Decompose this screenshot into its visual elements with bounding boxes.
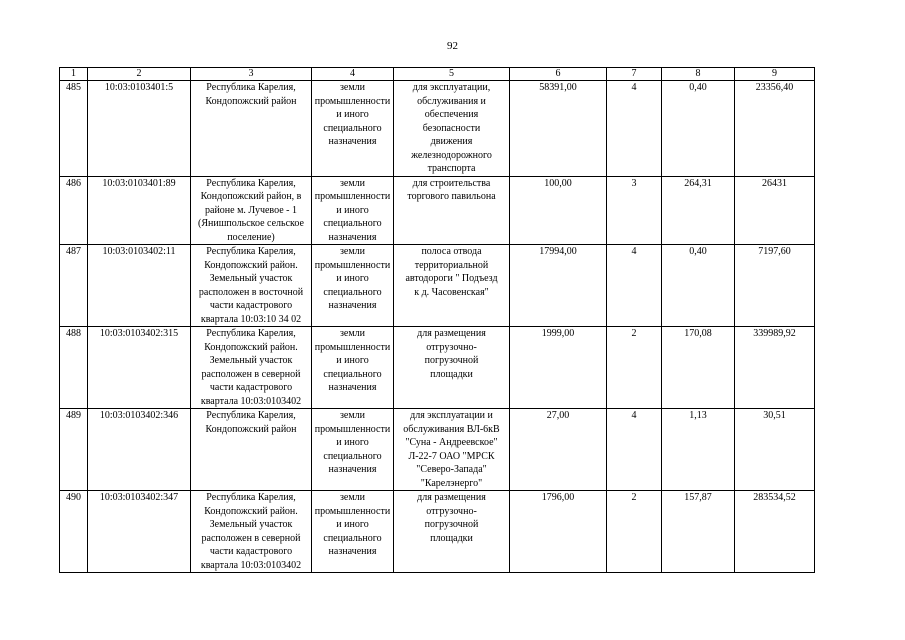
address-cell-line: Кондопожский район. <box>204 259 298 271</box>
address-cell-line: квартала 10:03:0103402 <box>200 559 302 571</box>
permitted-use-cell-line: "Северо-Запада" <box>416 464 487 475</box>
land-category-cell-line: земли <box>339 82 366 93</box>
column-header: 9 <box>735 68 815 81</box>
column-header: 6 <box>510 68 607 81</box>
group-cell: 2 <box>607 327 662 409</box>
cadastral-value-cell: 283534,52 <box>735 491 815 573</box>
rate-cell: 1,13 <box>662 409 735 491</box>
group-cell: 4 <box>607 245 662 327</box>
column-header: 2 <box>88 68 191 81</box>
permitted-use-cell-line: торгового павильона <box>407 191 496 202</box>
permitted-use-cell-line: для эксплуатации и <box>410 410 493 421</box>
permitted-use-cell-line: площадки <box>430 532 473 544</box>
cadastral-number-cell: 10:03:0103401:89 <box>88 176 191 245</box>
land-category-cell-line: земли <box>339 246 366 257</box>
land-category-cell-line: промышленности <box>314 505 391 517</box>
land-category-cell <box>312 245 394 327</box>
column-header: 7 <box>607 68 662 81</box>
row-number-cell: 488 <box>60 327 88 409</box>
table-row <box>60 327 815 409</box>
address-cell-line: Земельный участок <box>209 273 293 284</box>
land-category-cell-line: назначения <box>328 546 377 557</box>
cadastral-number-cell: 10:03:0103402:346 <box>88 409 191 491</box>
land-category-cell-line: земли <box>339 492 366 503</box>
permitted-use-cell <box>394 491 510 573</box>
land-category-cell-line: назначения <box>328 464 377 475</box>
page-number: 92 <box>447 40 458 52</box>
cadastral-value-cell: 23356,40 <box>735 81 815 177</box>
permitted-use-cell-line: для строительства <box>412 177 491 189</box>
cadastral-number-cell: 10:03:0103401:5 <box>88 81 191 177</box>
address-cell-line: Кондопожский район, в <box>200 191 302 202</box>
land-category-cell-line: специального <box>323 122 382 134</box>
land-category-cell <box>312 327 394 409</box>
address-cell <box>191 81 312 177</box>
permitted-use-cell-line: погрузочной <box>424 355 479 366</box>
table-header-row <box>60 68 815 81</box>
table-row <box>60 491 815 573</box>
land-category-cell <box>312 409 394 491</box>
cadastral-number-cell: 10:03:0103402:347 <box>88 491 191 573</box>
group-cell: 2 <box>607 491 662 573</box>
address-cell-line: Республика Карелия, <box>206 82 296 93</box>
row-number-cell: 489 <box>60 409 88 491</box>
address-cell-line: Кондопожский район. <box>204 341 298 353</box>
permitted-use-cell-line: автодороги " Подъезд <box>405 273 498 284</box>
land-category-cell-line: и иного <box>336 437 369 448</box>
table-row <box>60 176 815 245</box>
address-cell-line: Республика Карелия, <box>206 177 296 189</box>
land-category-cell-line: и иного <box>336 204 369 216</box>
address-cell-line: части кадастрового <box>209 546 293 557</box>
rate-cell: 170,08 <box>662 327 735 409</box>
column-header: 1 <box>60 68 88 81</box>
table-row <box>60 245 815 327</box>
address-cell-line: Кондопожский район <box>205 95 297 107</box>
permitted-use-cell-line: территориальной <box>414 259 489 271</box>
permitted-use-cell-line: отгрузочно- <box>426 341 477 353</box>
permitted-use-cell-line: транспорта <box>427 163 476 174</box>
address-cell-line: расположен в восточной <box>198 286 304 298</box>
land-category-cell-line: земли <box>339 177 366 189</box>
group-cell: 4 <box>607 409 662 491</box>
land-category-cell-line: и иного <box>336 109 369 120</box>
column-header: 8 <box>662 68 735 81</box>
address-cell <box>191 491 312 573</box>
permitted-use-cell-line: для эксплуатации, <box>412 82 491 93</box>
rate-cell: 0,40 <box>662 245 735 327</box>
land-category-cell-line: промышленности <box>314 259 391 271</box>
land-category-cell-line: специального <box>323 286 382 298</box>
land-category-cell-line: промышленности <box>314 95 391 107</box>
land-category-cell-line: земли <box>339 328 366 339</box>
cadastral-number-cell: 10:03:0103402:315 <box>88 327 191 409</box>
rate-cell: 0,40 <box>662 81 735 177</box>
land-category-cell-line: назначения <box>328 231 377 243</box>
column-header: 4 <box>312 68 394 81</box>
permitted-use-cell-line: к д. Часовенская" <box>414 286 489 298</box>
area-cell: 1999,00 <box>510 327 607 409</box>
address-cell-line: Республика Карелия, <box>206 246 296 257</box>
cadastral-value-cell: 339989,92 <box>735 327 815 409</box>
address-cell-line: расположен в северной <box>201 368 301 380</box>
permitted-use-cell <box>394 176 510 245</box>
land-category-cell-line: назначения <box>328 382 377 393</box>
land-category-cell-line: промышленности <box>314 191 391 202</box>
land-category-cell <box>312 81 394 177</box>
cadastral-value-cell: 7197,60 <box>735 245 815 327</box>
permitted-use-cell-line: для размещения <box>417 328 486 339</box>
column-header: 3 <box>191 68 312 81</box>
area-cell: 17994,00 <box>510 245 607 327</box>
cadastral-value-cell: 26431 <box>735 176 815 245</box>
permitted-use-cell-line: железнодорожного <box>411 149 492 161</box>
address-cell <box>191 409 312 491</box>
land-category-cell-line: специального <box>323 532 382 544</box>
address-cell-line: (Янишпольское сельское <box>198 218 304 229</box>
land-category-cell-line: специального <box>323 450 382 462</box>
address-cell-line: расположен в северной <box>201 532 301 544</box>
address-cell-line: квартала 10:03:0103402 <box>200 395 302 407</box>
table-row <box>60 81 815 177</box>
row-number-cell: 487 <box>60 245 88 327</box>
land-category-cell-line: промышленности <box>314 423 391 435</box>
land-category-cell-line: назначения <box>328 136 377 147</box>
permitted-use-cell-line: Л-22-7 ОАО "МРСК <box>408 450 495 462</box>
land-registry-table <box>59 67 815 573</box>
group-cell: 3 <box>607 176 662 245</box>
land-category-cell-line: специального <box>323 218 382 229</box>
address-cell-line: Земельный участок <box>209 355 293 366</box>
address-cell-line: Республика Карелия, <box>206 492 296 503</box>
permitted-use-cell-line: площадки <box>430 368 473 380</box>
area-cell: 1796,00 <box>510 491 607 573</box>
address-cell-line: Земельный участок <box>209 519 293 530</box>
permitted-use-cell-line: отгрузочно- <box>426 505 477 517</box>
cadastral-value-cell: 30,51 <box>735 409 815 491</box>
address-cell <box>191 327 312 409</box>
address-cell <box>191 245 312 327</box>
permitted-use-cell-line: для размещения <box>417 492 486 503</box>
address-cell-line: поселение) <box>227 231 275 243</box>
land-category-cell-line: и иного <box>336 519 369 530</box>
permitted-use-cell-line: полоса отвода <box>421 246 482 257</box>
rate-cell: 264,31 <box>662 176 735 245</box>
permitted-use-cell-line: движения <box>430 136 473 147</box>
land-category-cell-line: и иного <box>336 273 369 284</box>
address-cell-line: Республика Карелия, <box>206 328 296 339</box>
row-number-cell: 486 <box>60 176 88 245</box>
land-category-cell-line: назначения <box>328 300 377 311</box>
permitted-use-cell-line: погрузочной <box>424 519 479 530</box>
column-header: 5 <box>394 68 510 81</box>
group-cell: 4 <box>607 81 662 177</box>
area-cell: 27,00 <box>510 409 607 491</box>
address-cell-line: части кадастрового <box>209 382 293 393</box>
land-category-cell-line: специального <box>323 368 382 380</box>
address-cell <box>191 176 312 245</box>
area-cell: 100,00 <box>510 176 607 245</box>
cadastral-number-cell: 10:03:0103402:11 <box>88 245 191 327</box>
address-cell-line: Кондопожский район <box>205 423 297 435</box>
row-number-cell: 490 <box>60 491 88 573</box>
permitted-use-cell <box>394 81 510 177</box>
address-cell-line: квартала 10:03:10 34 02 <box>200 313 302 325</box>
permitted-use-cell-line: обеспечения <box>424 109 479 120</box>
permitted-use-cell-line: "Суна - Андреевское" <box>405 437 498 448</box>
land-category-cell-line: земли <box>339 410 366 421</box>
land-category-cell <box>312 491 394 573</box>
address-cell-line: Республика Карелия, <box>206 410 296 421</box>
land-category-cell-line: промышленности <box>314 341 391 353</box>
table-row <box>60 409 815 491</box>
address-cell-line: Кондопожский район. <box>204 505 298 517</box>
permitted-use-cell <box>394 327 510 409</box>
permitted-use-cell-line: безопасности <box>422 122 481 134</box>
permitted-use-cell-line: обслуживания и <box>417 95 486 107</box>
permitted-use-cell <box>394 409 510 491</box>
rate-cell: 157,87 <box>662 491 735 573</box>
permitted-use-cell-line: "Карелэнерго" <box>420 477 483 489</box>
permitted-use-cell-line: обслуживания ВЛ-6кВ <box>403 423 500 435</box>
address-cell-line: части кадастрового <box>209 300 293 311</box>
row-number-cell: 485 <box>60 81 88 177</box>
permitted-use-cell <box>394 245 510 327</box>
area-cell: 58391,00 <box>510 81 607 177</box>
land-category-cell-line: и иного <box>336 355 369 366</box>
land-category-cell <box>312 176 394 245</box>
address-cell-line: районе м. Лучевое - 1 <box>205 204 297 216</box>
